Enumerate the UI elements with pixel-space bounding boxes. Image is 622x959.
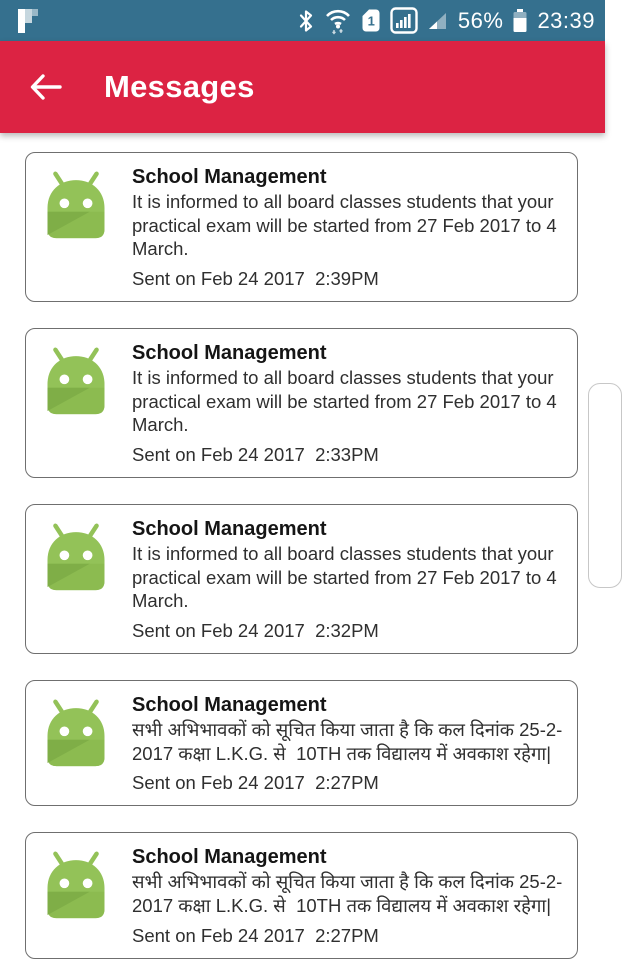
status-bar	[0, 0, 605, 41]
message-body: सभी अभिभावकों को सूचित किया जाता है कि कल दिनांक 25-2-2017 कक्षा L.K.G. से 10TH तक विद्यालय में अवकाश रहेगा|	[132, 871, 563, 917]
page-title: Messages	[104, 69, 255, 104]
message-content	[132, 338, 563, 466]
sim-card-icon	[361, 8, 381, 33]
message-card[interactable]	[25, 328, 578, 478]
message-title: School Management	[132, 846, 327, 869]
message-title: School Management	[132, 518, 327, 541]
battery-icon	[512, 8, 528, 33]
message-sent-timestamp: Sent on Feb 24 2017 2:27PM	[132, 772, 379, 794]
message-card[interactable]	[25, 152, 578, 302]
message-title: School Management	[132, 342, 327, 365]
android-robot-icon	[38, 690, 114, 794]
scrollbar-thumb[interactable]	[588, 383, 622, 588]
message-sent-timestamp: Sent on Feb 24 2017 2:27PM	[132, 924, 379, 946]
back-button[interactable]	[26, 67, 66, 107]
message-content	[132, 842, 563, 946]
arrow-left-icon	[29, 72, 63, 102]
message-card[interactable]	[25, 504, 578, 654]
message-content	[132, 162, 563, 290]
message-list	[0, 133, 605, 959]
message-sent-timestamp: Sent on Feb 24 2017 2:32PM	[132, 620, 379, 642]
message-content	[132, 514, 563, 642]
message-body: सभी अभिभावकों को सूचित किया जाता है कि कल दिनांक 25-2-2017 कक्षा L.K.G. से 10TH तक विद्यालय में अवकाश रहेगा|	[132, 719, 563, 764]
android-robot-icon	[38, 514, 114, 642]
android-robot-icon	[38, 842, 114, 946]
message-sent-timestamp: Sent on Feb 24 2017 2:39PM	[132, 268, 379, 290]
battery-percent: 56%	[457, 7, 504, 33]
android-robot-icon	[38, 338, 114, 466]
signal-triangle-icon	[427, 10, 449, 32]
message-card[interactable]	[25, 680, 578, 806]
signal-box-icon	[390, 7, 418, 34]
message-sent-timestamp: Sent on Feb 24 2017 2:33PM	[132, 444, 379, 466]
clock: 23:39	[537, 7, 595, 33]
flipboard-f-icon	[14, 7, 40, 35]
android-robot-icon	[38, 162, 114, 290]
message-content	[132, 690, 563, 794]
bluetooth-icon	[297, 8, 315, 34]
message-card[interactable]	[25, 832, 578, 958]
message-title: School Management	[132, 694, 327, 717]
message-body: It is informed to all board classes students that your practical exam will be started from 27 Feb 2017 to 4 March.	[132, 367, 562, 436]
sim-slot-number: 1	[367, 13, 375, 29]
message-body: It is informed to all board classes students that your practical exam will be started from 27 Feb 2017 to 4 March.	[132, 191, 562, 260]
wifi-icon	[324, 7, 352, 35]
message-body: It is informed to all board classes students that your practical exam will be started from 27 Feb 2017 to 4 March.	[132, 543, 562, 612]
message-title: School Management	[132, 166, 327, 188]
app-bar	[0, 41, 605, 133]
